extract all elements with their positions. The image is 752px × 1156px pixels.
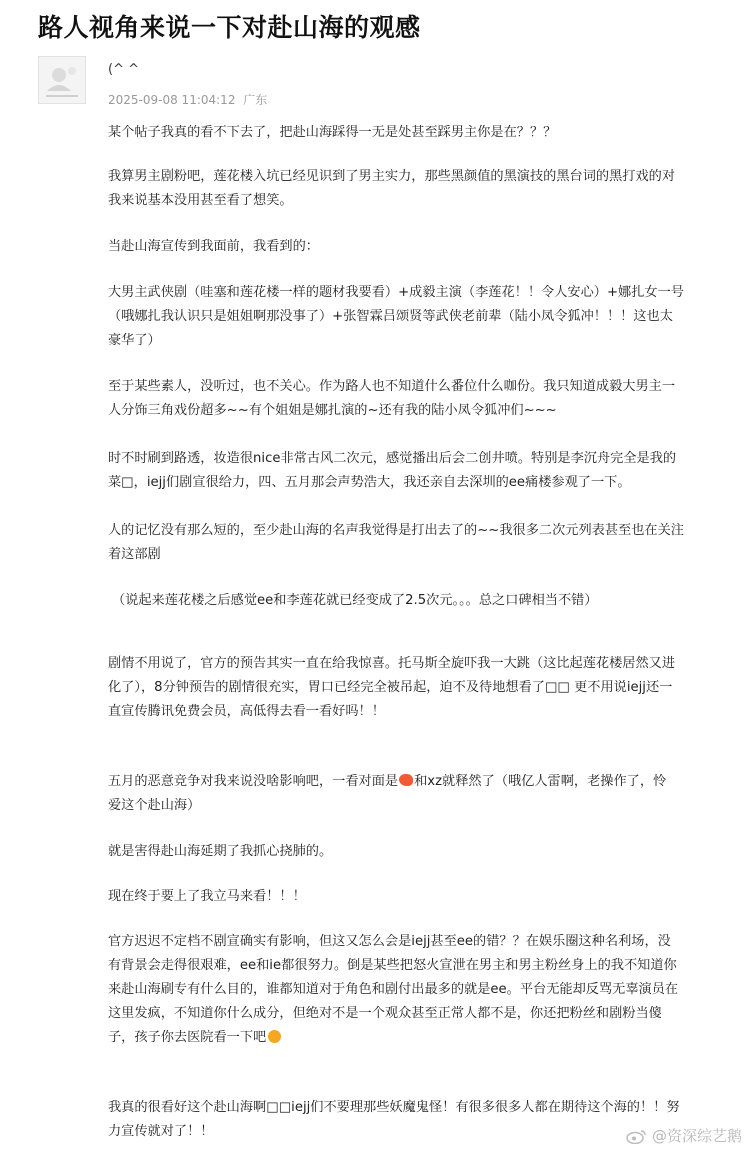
watermark-text: @资深综艺鹅 — [651, 1127, 742, 1145]
paragraph-line: 就是害得赴山海延期了我抓心挠肺的。 — [108, 844, 333, 859]
paragraph — [108, 375, 720, 423]
paragraph-line: 豪华了） — [108, 333, 161, 348]
paragraph — [108, 885, 720, 909]
paragraph — [108, 930, 720, 1050]
paragraph-line: 某个帖子我真的看不下去了，把赴山海踩得一无是处甚至踩男主你是在？？？ — [108, 125, 557, 140]
paragraph-line: 我来说基本没用甚至看了想笑。 — [108, 193, 293, 208]
paragraph-line: （说起来莲花楼之后感觉ee和李莲花就已经变成了2.5次元。。。总之口碑相当不错） — [112, 593, 598, 608]
paragraph-line: 着这部剧 — [108, 547, 161, 562]
paragraph — [108, 165, 720, 213]
post-location: 广东 — [243, 93, 268, 107]
paragraph — [112, 589, 724, 613]
paragraph — [108, 121, 720, 145]
paragraph-line — [108, 770, 720, 794]
author-name[interactable]: (^ ^ — [108, 62, 139, 77]
paragraph-line: 直宣传腾讯免费会员，高低得去看一看好吗！！ — [108, 704, 385, 719]
paragraph-line: 有背景会走得很艰难，ee和ie都很努力。倒是某些把怒火宣泄在男主和男主粉丝身上的我不知道你 — [108, 958, 677, 973]
paragraph-line: 官方迟迟不定档不剧宣确实有影响，但这又怎么会是iejj甚至ee的错？？在娱乐圈这种名利场，没 — [108, 934, 671, 949]
paragraph — [108, 447, 720, 495]
paragraph-line: 现在终于要上了我立马来看！！！ — [108, 889, 306, 904]
paragraph-line: 人的记忆没有那么短的，至少赴山海的名声我觉得是打出去了的~~我很多二次元列表甚至也在关注 — [108, 523, 684, 538]
post-meta — [108, 91, 267, 108]
paragraph — [108, 652, 720, 724]
paragraph-line: 时不时刷到路透，妆造很nice非常古风二次元，感觉播出后会二创井喷。特别是李沉舟完全是我的 — [108, 451, 677, 466]
paragraph-line: 来赴山海刷专有什么目的，谁都知道对于角色和剧付出最多的就是ee。平台无能却反骂无辜演员在 — [108, 982, 679, 997]
post-title: 路人视角来说一下对赴山海的观感 — [38, 13, 421, 42]
paragraph — [108, 235, 720, 259]
watermark — [626, 1125, 742, 1146]
paragraph — [108, 770, 720, 818]
paragraph-line: 当赴山海宣传到我面前，我看到的： — [108, 239, 319, 254]
paragraph-line: 我真的很看好这个赴山海啊□□iejj们不要理那些妖魔鬼怪！有很多很多人都在期待这个海的！！努 — [108, 1100, 680, 1115]
paragraph-line: 至于某些素人，没听过，也不关心。作为路人也不知道什么番位什么咖份。我只知道成毅大男主一 — [108, 379, 676, 394]
paragraph-segment: 和xz就释然了（哦亿人雷啊，老操作了，怜 — [414, 774, 667, 789]
post-timestamp: 2025-09-08 11:04:12 — [108, 93, 236, 107]
hug-face-emoji-icon — [268, 1030, 281, 1043]
paragraph-line: 力宣传就对了！！ — [108, 1124, 214, 1139]
paragraph — [108, 519, 720, 567]
paragraph-line: 爱这个赴山海） — [108, 798, 201, 813]
paragraph-line: 剧情不用说了，官方的预告其实一直在给我惊喜。托马斯全旋吓我一大跳（这比起莲花楼居然又进 — [108, 656, 676, 671]
paragraph-segment: 子，孩子你去医院看一下吧 — [108, 1030, 267, 1045]
weibo-logo-icon — [626, 1128, 648, 1144]
avatar-image — [39, 57, 85, 103]
paragraph-line — [108, 1026, 720, 1050]
paragraph — [108, 281, 720, 353]
paragraph-line: 这里发疯，不知道你什么成分，但绝对不是一个观众甚至正常人都不是，你还把粉丝和剧粉当傻 — [108, 1006, 662, 1021]
paragraph-line: 化了），8分钟预告的剧情很充实，胃口已经完全被吊起，迫不及待地想看了□□ 更不用说iejj还一 — [108, 680, 673, 695]
shrimp-emoji-icon — [399, 774, 413, 786]
paragraph-line: 我算男主剧粉吧，莲花楼入坑已经见识到了男主实力，那些黑颜值的黑演技的黑台词的黑打戏的对 — [108, 169, 676, 184]
paragraph-line: 菜□，iejj们剧宣很给力，四、五月那会声势浩大，我还亲自去深圳的ee痛楼参观了一下。 — [108, 475, 631, 490]
paragraph-line: 人分饰三角戏份超多~~有个姐姐是娜扎演的~还有我的陆小凤令狐冲们~~~ — [108, 403, 557, 418]
paragraph-line: （哦娜扎我认识只是姐姐啊那没事了）+张智霖吕颂贤等武侠老前辈（陆小凤令狐冲！！！这也太 — [108, 309, 673, 324]
paragraph — [108, 840, 720, 864]
paragraph-segment: 五月的恶意竞争对我来说没啥影响吧，一看对面是 — [108, 774, 399, 789]
paragraph-line: 大男主武侠剧（哇塞和莲花楼一样的题材我要看）+成毅主演（李莲花！！令人安心）+娜扎女一号 — [108, 285, 684, 300]
author-avatar[interactable] — [38, 56, 86, 104]
